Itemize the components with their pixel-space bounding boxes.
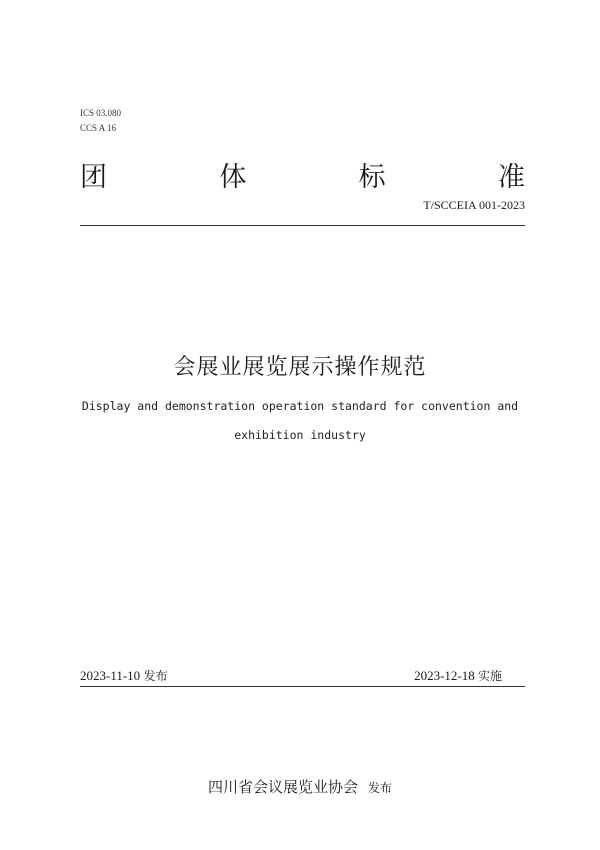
bottom-divider xyxy=(80,686,525,687)
publisher xyxy=(0,776,600,797)
heading-char-3: 标 xyxy=(358,162,386,193)
standard-number: T/SCCEIA 001-2023 xyxy=(423,198,525,212)
heading-char-1: 团 xyxy=(80,162,107,193)
implementation-date xyxy=(414,667,502,684)
top-divider xyxy=(80,225,525,226)
ccs-code: CCS A 16 xyxy=(80,123,117,133)
issue-date xyxy=(80,667,167,684)
heading-char-2: 体 xyxy=(219,162,247,193)
publisher-name: 四川省会议展览业协会 xyxy=(207,778,358,796)
heading-char-4: 准 xyxy=(497,162,525,193)
ics-code: ICS 03.080 xyxy=(80,108,122,118)
title-english xyxy=(40,392,560,450)
classification-codes xyxy=(80,106,121,136)
implementation-date-value: 2023-12-18 xyxy=(414,668,475,683)
implementation-date-label: 实施 xyxy=(477,669,502,683)
title-english-line-1: Display and demonstration operation standard for convention and xyxy=(81,399,519,413)
title-chinese: 会展业展览展示操作规范 xyxy=(173,355,427,380)
publisher-suffix: 发布 xyxy=(368,781,393,795)
issue-date-value: 2023-11-10 xyxy=(80,668,141,683)
group-standard-heading xyxy=(80,160,525,196)
title-english-line-2: exhibition industry xyxy=(234,428,366,442)
issue-date-label: 发布 xyxy=(143,669,168,683)
